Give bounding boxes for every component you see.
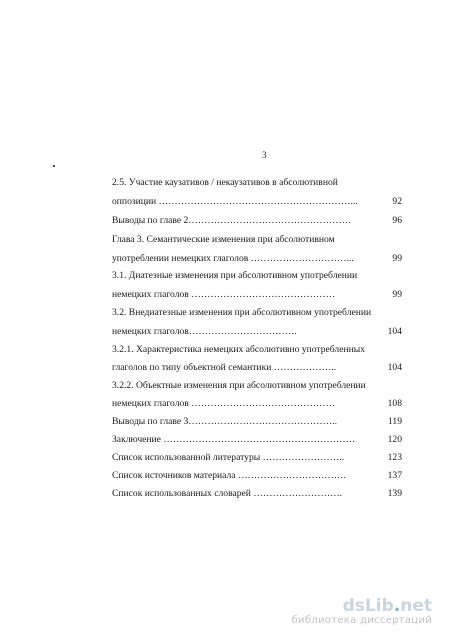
- toc-entry-page: 104: [387, 326, 402, 337]
- stray-dot: [53, 165, 55, 167]
- toc-entry-text: Список использованных словарей ……………………….: [112, 488, 343, 499]
- toc-entry-text: оппозиции ……………………………………………………...: [112, 196, 358, 207]
- watermark-subtitle: библиотека диссертаций: [291, 615, 432, 626]
- toc-entry-page: 137: [387, 470, 402, 481]
- toc-entry-page: 104: [387, 362, 402, 373]
- toc-entry-page: 99: [392, 253, 402, 264]
- toc-entry-text: 3.2. Внедиатезные изменения при абсолютивном употреблении: [112, 307, 372, 318]
- watermark-logo: [292, 597, 432, 615]
- toc-entry-page: 99: [392, 289, 402, 300]
- toc-entry-text: глаголов по типу объектной семантики ………………..: [112, 362, 337, 373]
- toc-entry-text: Заключение ……………………………………………………: [112, 434, 356, 445]
- toc-entry-text: употреблении немецких глаголов …………………………...: [112, 253, 354, 264]
- watermark-logo-tld: net: [400, 596, 432, 616]
- toc-entry-text: Список использованной литературы ……………………..: [112, 452, 345, 463]
- toc-entry-text: 3.2.1. Характеристика немецких абсолютивно употребленных: [112, 344, 365, 355]
- toc-entry-page: 139: [387, 488, 402, 499]
- watermark-logo-main: dsLib: [342, 596, 394, 616]
- toc-entry-page: 123: [387, 452, 402, 463]
- toc-entry-text: 2.5. Участие каузативов / некаузативов в абсолютивной: [112, 177, 338, 188]
- toc-entry-page: 108: [387, 398, 402, 409]
- toc-entry-text: 3.2.2. Объектные изменения при абсолютивном употреблении: [112, 380, 366, 391]
- toc-entry-text: немецких глаголов…………………………….: [112, 326, 297, 337]
- toc-entry-text: 3.1. Диатезные изменения при абсолютивном употреблении: [112, 270, 358, 281]
- page-number: 3: [262, 150, 267, 160]
- toc-entry-text: немецких глаголов ………………………………………: [112, 398, 336, 409]
- toc-entry-page: 120: [387, 434, 402, 445]
- toc-entry-page: 96: [392, 215, 402, 226]
- toc-entry-text: Выводы по главе 3………………………………………..: [112, 416, 338, 427]
- toc-entry-text: Список источников материала …………………………….: [112, 470, 346, 481]
- toc-entry-page: 92: [392, 196, 402, 207]
- toc-entry-text: Глава 3. Семантические изменения при абсолютивном: [112, 234, 335, 245]
- toc-entry-page: 119: [387, 416, 402, 427]
- toc-entry-text: Выводы по главе 2……………………………………………: [112, 215, 352, 226]
- watermark: [292, 597, 432, 626]
- toc-entry-text: немецких глаголов ………………………………………: [112, 289, 336, 300]
- watermark-logo-dot: .: [393, 596, 401, 616]
